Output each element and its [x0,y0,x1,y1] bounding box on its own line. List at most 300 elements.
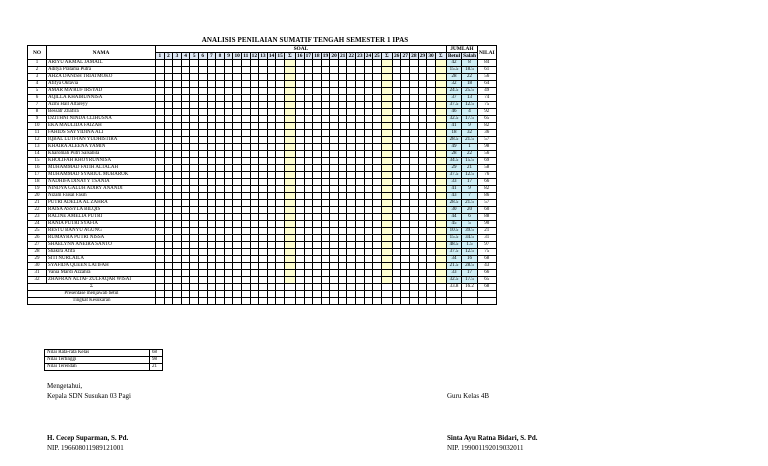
answer-cell [410,109,419,116]
answer-cell [373,179,382,186]
answer-cell [392,256,401,263]
answer-cell [338,130,347,137]
answer-cell [250,193,259,200]
summary-cell [418,298,427,305]
soal-number-header: 13 [260,53,266,59]
summary-cell [216,284,225,291]
subtotal-cell [381,186,392,193]
table-row [28,158,497,165]
answer-cell [418,179,427,186]
answer-cell [181,137,190,144]
sig-right-name: Sinta Ayu Ratna Bidari, S. Pd. [447,434,538,442]
row-number: 20 [28,193,47,200]
answer-cell [418,249,427,256]
summary-cell [435,284,446,291]
answer-cell [418,228,427,235]
answer-cell [295,228,304,235]
subtotal-cell [284,123,295,130]
answer-cell [427,67,436,74]
soal-number-header: 10 [234,53,240,59]
summary-cell [224,284,233,291]
answer-cell [338,193,347,200]
answer-cell [224,74,233,81]
row-number: 14 [28,151,47,158]
nilai-cell: 21 [477,228,496,235]
answer-cell [330,256,339,263]
row-number: 5 [28,88,47,95]
answer-cell [250,158,259,165]
answer-cell [156,130,165,137]
answer-cell [190,186,199,193]
subtotal-cell [435,81,446,88]
answer-cell [304,200,313,207]
answer-cell [241,200,250,207]
salah-cell: 25.5 [462,88,478,95]
answer-cell [392,60,401,67]
answer-cell [216,256,225,263]
answer-cell [347,277,356,284]
answer-cell [410,88,419,95]
answer-cell [241,179,250,186]
answer-cell [373,109,382,116]
answer-cell [250,214,259,221]
soal-number-header: 18 [314,53,320,59]
answer-cell [267,109,276,116]
answer-cell [267,249,276,256]
subtotal-cell [284,144,295,151]
summary-cell [364,284,373,291]
subtotal-cell [284,60,295,67]
tingkat-row [28,298,497,305]
answer-cell [427,137,436,144]
answer-cell [233,186,242,193]
student-name: EKA MAULIDA FAIZAH [47,123,156,130]
answer-cell [321,256,330,263]
answer-cell [267,158,276,165]
summary-cell [313,284,322,291]
answer-cell [198,95,207,102]
answer-cell [356,228,365,235]
subtotal-cell [435,200,446,207]
answer-cell [392,137,401,144]
col-nama-header: NAMA [47,46,156,60]
subtotal-cell [435,74,446,81]
answer-cell [259,116,268,123]
answer-cell [373,193,382,200]
answer-cell [347,130,356,137]
answer-cell [313,214,322,221]
answer-cell [259,81,268,88]
answer-cell [330,165,339,172]
answer-cell [295,144,304,151]
answer-cell [427,60,436,67]
summary-total-cell [446,291,461,298]
subtotal-cell [435,270,446,277]
answer-cell [373,151,382,158]
summary-cell [401,298,410,305]
student-name: Shakira Afifa [47,249,156,256]
answer-cell [338,95,347,102]
answer-cell [401,172,410,179]
subtotal-cell [381,193,392,200]
answer-cell [250,123,259,130]
salah-cell: 12.5 [462,172,478,179]
answer-cell [418,67,427,74]
answer-cell [233,249,242,256]
soal-number-header: 19 [322,53,329,59]
answer-cell [216,165,225,172]
answer-cell [347,144,356,151]
answer-cell [330,74,339,81]
answer-cell [338,207,347,214]
answer-cell [267,179,276,186]
answer-cell [207,74,216,81]
summary-cell [392,298,401,305]
subtotal-cell [284,67,295,74]
answer-cell [190,165,199,172]
answer-cell [295,102,304,109]
answer-cell [313,81,322,88]
subtotal-cell [435,165,446,172]
answer-cell [216,109,225,116]
row-number: 29 [28,256,47,263]
summary-cell [190,298,199,305]
answer-cell [276,130,285,137]
student-name: PUTRI ADELIA AL ZAHRA [47,200,156,207]
answer-cell [313,256,322,263]
answer-cell [198,270,207,277]
answer-cell [356,144,365,151]
answer-cell [207,123,216,130]
answer-cell [347,102,356,109]
answer-cell [418,235,427,242]
betul-cell: 21.5 [446,263,461,270]
answer-cell [181,263,190,270]
answer-cell [313,207,322,214]
answer-cell [410,256,419,263]
signature-left [47,381,131,453]
answer-cell [198,277,207,284]
salah-cell: 16 [462,256,478,263]
answer-cell [330,228,339,235]
summary-cell [284,291,295,298]
summary-cell [321,291,330,298]
answer-cell [373,263,382,270]
answer-cell [356,200,365,207]
answer-cell [250,179,259,186]
answer-cell [181,249,190,256]
answer-cell [401,144,410,151]
soal-number-header: 27 [402,53,408,59]
answer-cell [313,235,322,242]
answer-cell [364,179,373,186]
answer-cell [347,95,356,102]
answer-cell [356,263,365,270]
nilai-cell: 58 [477,165,496,172]
answer-cell [164,172,173,179]
answer-cell [427,200,436,207]
answer-cell [224,130,233,137]
answer-cell [338,214,347,221]
summary-cell [259,284,268,291]
answer-cell [418,242,427,249]
soal-number-header: 29 [419,53,426,59]
answer-cell [356,235,365,242]
answer-cell [313,193,322,200]
salah-cell: 5 [462,221,478,228]
answer-cell [313,242,322,249]
table-row [28,137,497,144]
summary-cell [321,284,330,291]
answer-cell [181,172,190,179]
subtotal-cell [435,235,446,242]
answer-cell [190,81,199,88]
answer-cell [373,228,382,235]
answer-cell [295,242,304,249]
answer-cell [224,270,233,277]
salah-cell: 17 [462,270,478,277]
answer-cell [156,270,165,277]
summary-cell [338,284,347,291]
summary-cell [427,284,436,291]
answer-cell [259,277,268,284]
summary-cell [313,291,322,298]
table-row [28,235,497,242]
subtotal-cell [435,123,446,130]
answer-cell [347,60,356,67]
answer-cell [347,165,356,172]
answer-cell [233,102,242,109]
answer-cell [373,200,382,207]
answer-cell [392,214,401,221]
answer-cell [356,249,365,256]
summary-cell [410,298,419,305]
answer-cell [190,102,199,109]
answer-cell [198,88,207,95]
answer-cell [250,200,259,207]
answer-cell [330,102,339,109]
answer-cell [173,193,182,200]
answer-cell [330,277,339,284]
subtotal-cell [435,256,446,263]
student-name: Vania Mardi Azzahra [47,270,156,277]
answer-cell [313,221,322,228]
answer-cell [267,235,276,242]
soal-number-header: 23 [357,53,363,59]
summary-cell [401,291,410,298]
answer-cell [364,165,373,172]
answer-cell [304,109,313,116]
answer-cell [418,221,427,228]
soal-number-header: 20 [331,53,337,59]
answer-cell [173,221,182,228]
row-number: 6 [28,95,47,102]
soal-number-header: 11 [243,53,249,59]
nilai-cell: 56 [477,151,496,158]
subtotal-cell [381,249,392,256]
summary-cell [295,284,304,291]
subtotal-cell [381,221,392,228]
answer-cell [364,109,373,116]
answer-cell [392,81,401,88]
persentase-row [28,291,497,298]
answer-cell [259,235,268,242]
row-number: 25 [28,228,47,235]
salah-cell: 21.5 [462,200,478,207]
answer-cell [427,158,436,165]
answer-cell [313,228,322,235]
answer-cell [233,256,242,263]
answer-cell [164,186,173,193]
betul-cell: 46 [446,109,461,116]
soal-number-header: 28 [411,53,417,59]
salah-cell: 12.5 [462,102,478,109]
betul-cell: 24.5 [446,88,461,95]
answer-cell [304,270,313,277]
answer-cell [267,193,276,200]
answer-cell [330,137,339,144]
answer-cell [233,263,242,270]
answer-cell [181,235,190,242]
student-name: RANIA PUTRI SYAFIA [47,221,156,228]
answer-cell [364,235,373,242]
betul-cell: 18 [446,130,461,137]
answer-cell [267,221,276,228]
answer-cell [164,165,173,172]
answer-cell [356,179,365,186]
answer-cell [330,123,339,130]
answer-cell [224,200,233,207]
answer-cell [410,144,419,151]
answer-cell [418,81,427,88]
col-salah-header: Salah [463,53,476,59]
answer-cell [347,242,356,249]
answer-cell [321,249,330,256]
answer-cell [156,186,165,193]
answer-cell [224,137,233,144]
answer-cell [356,109,365,116]
answer-cell [250,60,259,67]
answer-cell [156,249,165,256]
answer-cell [233,74,242,81]
answer-cell [241,81,250,88]
answer-cell [173,249,182,256]
answer-cell [401,277,410,284]
answer-cell [190,109,199,116]
answer-cell [267,67,276,74]
answer-cell [427,186,436,193]
answer-cell [173,95,182,102]
soal-number-header: 2 [164,53,173,60]
answer-cell [156,193,165,200]
answer-cell [338,277,347,284]
answer-cell [304,193,313,200]
subtotal-cell [435,249,446,256]
answer-cell [233,137,242,144]
answer-cell [313,165,322,172]
summary-cell [198,291,207,298]
answer-cell [250,95,259,102]
summary-total-cell: 68 [477,284,496,291]
answer-cell [207,242,216,249]
subtotal-cell [284,235,295,242]
answer-cell [313,200,322,207]
answer-cell [241,116,250,123]
answer-cell [173,144,182,151]
nilai-cell: 56 [477,74,496,81]
answer-cell [207,151,216,158]
answer-cell [347,186,356,193]
answer-cell [267,263,276,270]
answer-cell [304,95,313,102]
table-row [28,60,497,67]
answer-cell [241,207,250,214]
answer-cell [410,221,419,228]
subtotal-cell [381,270,392,277]
answer-cell [401,270,410,277]
answer-cell [364,256,373,263]
answer-cell [156,242,165,249]
stat-row [45,357,163,364]
answer-cell [224,109,233,116]
answer-cell [373,270,382,277]
answer-cell [392,95,401,102]
answer-cell [173,256,182,263]
answer-cell [241,263,250,270]
answer-cell [216,74,225,81]
answer-cell [427,277,436,284]
answer-cell [241,270,250,277]
answer-cell [181,193,190,200]
answer-cell [198,263,207,270]
answer-cell [224,123,233,130]
subtotal-cell [381,179,392,186]
summary-cell [259,298,268,305]
soal-number-header: 14 [268,53,275,59]
answer-cell [233,200,242,207]
answer-cell [392,235,401,242]
signature-right [447,391,538,453]
answer-cell [156,60,165,67]
summary-cell [267,284,276,291]
answer-cell [198,130,207,137]
answer-cell [356,214,365,221]
summary-cell [241,298,250,305]
answer-cell [330,116,339,123]
answer-cell [241,130,250,137]
answer-cell [198,81,207,88]
answer-cell [207,270,216,277]
subtotal-cell [284,102,295,109]
answer-cell [313,151,322,158]
answer-cell [356,277,365,284]
student-name: FAHIDS SAYYIDINA ALI [47,130,156,137]
subtotal-cell [381,151,392,158]
answer-cell [364,200,373,207]
sig-right-nip: NIP. 199001192019032011 [447,444,524,452]
summary-total-cell: 33.8 [446,284,461,291]
student-name: RESTU BANYU AGUNG [47,228,156,235]
answer-cell [295,60,304,67]
answer-cell [347,109,356,116]
stats-table [44,349,163,371]
answer-cell [198,137,207,144]
answer-cell [410,200,419,207]
summary-cell [410,291,419,298]
answer-cell [156,179,165,186]
answer-cell [321,186,330,193]
answer-cell [347,263,356,270]
